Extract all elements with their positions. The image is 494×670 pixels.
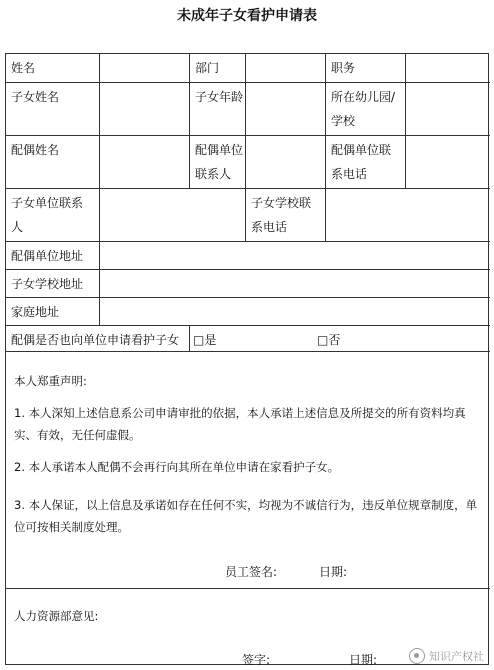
field-spouse-phone[interactable] (406, 136, 490, 189)
field-child-age[interactable] (246, 83, 326, 136)
declaration-item-1: 1. 本人深知上述信息系公司申请审批的依据，本人承诺上述信息及所提交的所有资料均真实、有效，无任何虚假。 (14, 406, 466, 442)
field-kindergarten[interactable] (406, 83, 490, 136)
hr-opinion-heading: 人力资源部意见: (14, 609, 99, 623)
employee-signature-label: 员工签名: (225, 565, 278, 579)
label-child-name: 子女姓名 (6, 83, 100, 136)
label-spouse-contact (190, 136, 246, 189)
wechat-icon (409, 648, 425, 664)
label-child-age: 子女年龄 (190, 83, 246, 136)
option-yes[interactable]: □是 (193, 333, 217, 347)
label-school-phone-line2: 系电话 (251, 220, 288, 234)
field-position[interactable] (406, 54, 490, 83)
declaration-heading: 本人郑重声明: (14, 374, 87, 388)
field-spouse-contact[interactable] (246, 136, 326, 189)
label-kindergarten (326, 83, 406, 136)
watermark (409, 648, 484, 664)
label-spouse-applied: 配偶是否也向单位申请看护子女 (6, 326, 190, 352)
label-spouse-name: 配偶姓名 (6, 136, 100, 189)
label-spouse-phone-line2: 系电话 (331, 167, 368, 181)
label-school-address: 子女学校地址 (6, 270, 100, 298)
page-title: 未成年子女看护申请表 (177, 8, 317, 24)
label-name: 姓名 (6, 54, 100, 83)
hr-date-label: 日期: (349, 653, 378, 667)
label-position: 职务 (326, 54, 406, 83)
field-home-address[interactable] (100, 298, 490, 326)
label-kindergarten-line2: 学校 (331, 114, 356, 128)
watermark-text: 知识产权社 (429, 650, 484, 663)
hr-signature-label: 签字: (242, 653, 271, 667)
declaration-section (6, 352, 490, 589)
field-spouse-name[interactable] (100, 136, 190, 189)
label-spouse-address: 配偶单位地址 (6, 242, 100, 270)
label-school-phone-line1: 子女学校联 (251, 196, 312, 210)
label-child-unit-line1: 子女单位联系 (11, 196, 84, 210)
field-name[interactable] (100, 54, 190, 83)
option-no[interactable]: □否 (317, 333, 341, 347)
field-child-unit[interactable] (100, 189, 246, 242)
field-school-address[interactable] (100, 270, 490, 298)
declaration-item-3: 3. 本人保证，以上信息及承诺如存在任何不实，均视为不诚信行为，违反单位规章制度，单位可按相关制度处理。 (14, 498, 478, 534)
label-spouse-contact-line1: 配偶单位 (195, 143, 244, 157)
label-child-unit (6, 189, 100, 242)
field-school-phone[interactable] (326, 189, 490, 242)
label-child-unit-line2: 人 (11, 220, 24, 234)
label-dept: 部门 (190, 54, 246, 83)
field-spouse-address[interactable] (100, 242, 490, 270)
application-form (5, 53, 489, 665)
label-home-address: 家庭地址 (6, 298, 100, 326)
field-dept[interactable] (246, 54, 326, 83)
employee-date-label: 日期: (319, 565, 348, 579)
label-kindergarten-line1: 所在幼儿园/ (331, 90, 396, 104)
field-child-name[interactable] (100, 83, 190, 136)
label-spouse-phone-line1: 配偶单位联 (331, 143, 392, 157)
spouse-applied-options (190, 326, 490, 352)
label-spouse-contact-line2: 联系人 (195, 167, 232, 181)
declaration-item-2: 2. 本人承诺本人配偶不会再行向其所在单位申请在家看护子女。 (14, 460, 340, 474)
label-school-phone (246, 189, 326, 242)
label-spouse-phone (326, 136, 406, 189)
